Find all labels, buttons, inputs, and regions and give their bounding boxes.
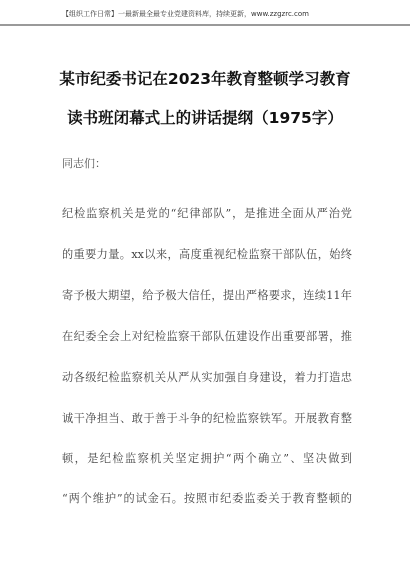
body-line: 顿，是纪检监察机关坚定拥护“两个确立”、坚决做到: [62, 452, 352, 465]
header-text: 【组织工作日常】一最新最全最专业党建资料库，持续更新，www.zzgzrc.com: [62, 10, 309, 18]
body-line: 诚干净担当、敢于善于斗争的纪检监察铁军。开展教育整: [62, 412, 352, 425]
body-line: 纪检监察机关是党的“纪律部队”，是推进全面从严治党: [62, 207, 352, 220]
body-line: 的重要力量。xx以来，高度重视纪检监察干部队伍，始终: [62, 248, 352, 261]
document-title-line-2: 读书班闭幕式上的讲话提纲（1975字）: [67, 109, 343, 127]
body-line: 在纪委全会上对纪检监察干部队伍建设作出重要部署，推: [62, 330, 352, 343]
body-line: “两个维护”的试金石。按照市纪委监委关于教育整顿的: [62, 492, 352, 505]
body-line: 寄予极大期望，给予极大信任，提出严格要求，连续11年: [62, 289, 352, 302]
document-header: [0, 0, 410, 26]
document-title-line-1: 某市纪委书记在2023年教育整顿学习教育: [59, 70, 351, 88]
greeting: 同志们：: [62, 157, 106, 170]
body-line: 动各级纪检监察机关从严从实加强自身建设，着力打造忠: [62, 371, 352, 384]
